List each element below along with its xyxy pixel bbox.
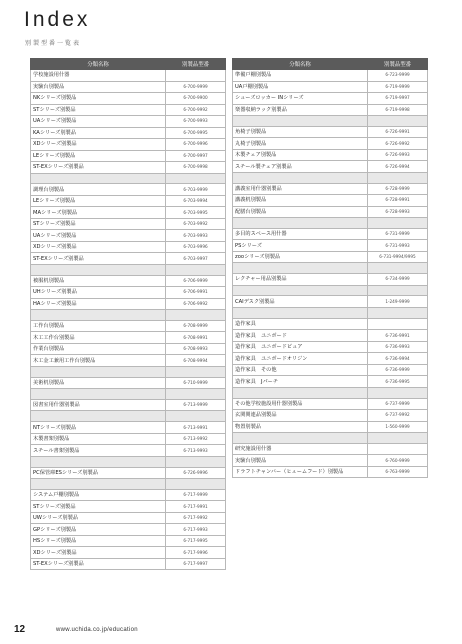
- table-header-row: [31, 59, 226, 70]
- table-row: [31, 332, 226, 344]
- row-code: 6-728-9999: [368, 183, 428, 195]
- row-code: [166, 70, 226, 82]
- row-name: HAシリーズ別製品: [31, 298, 166, 310]
- table-row: [31, 377, 226, 389]
- table-row: [31, 253, 226, 265]
- row-name: [31, 411, 166, 422]
- row-name: [233, 433, 368, 444]
- row-code: 6-723-9999: [368, 70, 428, 82]
- row-code: 6-736-9999: [368, 364, 428, 376]
- row-name: 準備戸棚別製品: [233, 70, 368, 82]
- row-code: 6-713-9999: [166, 399, 226, 411]
- row-code: 6-706-9992: [166, 298, 226, 310]
- row-code: 6-763-9999: [368, 466, 428, 478]
- table-row: [233, 353, 428, 365]
- spacer-row: [233, 263, 428, 274]
- table-row: [31, 241, 226, 253]
- row-code: 1-249-9999: [368, 296, 428, 308]
- table-row: [233, 398, 428, 410]
- row-name: 講義室用什器別製品: [233, 183, 368, 195]
- table-header-row: [233, 59, 428, 70]
- table-row: [31, 162, 226, 174]
- row-code: [368, 116, 428, 127]
- table-row: [31, 320, 226, 332]
- header-code: 別製品型番: [166, 59, 226, 70]
- row-code: 6-717-9992: [166, 512, 226, 524]
- table-row: [31, 139, 226, 151]
- row-code: 6-736-9991: [368, 330, 428, 342]
- row-name: UAシリーズ別製品: [31, 116, 166, 128]
- table-row: [233, 296, 428, 308]
- table-row: [31, 93, 226, 105]
- page-subtitle: 別製型番一覧表: [25, 40, 82, 47]
- row-name: 木工金工兼用工作台別製品: [31, 355, 166, 367]
- spacer-row: [233, 116, 428, 127]
- row-code: 6-703-9999: [166, 184, 226, 196]
- row-code: 6-708-9993: [166, 343, 226, 355]
- table-row: [233, 455, 428, 467]
- row-code: 6-717-9995: [166, 535, 226, 547]
- row-name: その他学校施設用什器別製品: [233, 398, 368, 410]
- spacer-row: [31, 389, 226, 400]
- table-row: [31, 230, 226, 242]
- spacer-row: [31, 173, 226, 184]
- row-code: [166, 389, 226, 400]
- row-code: [166, 366, 226, 377]
- row-code: [368, 285, 428, 296]
- row-code: [166, 173, 226, 184]
- row-name: 研究施設用什器: [233, 443, 368, 455]
- header-name: 分類名称: [31, 59, 166, 70]
- row-name: [31, 173, 166, 184]
- page-number: 12: [14, 624, 26, 635]
- row-code: 6-703-9995: [166, 207, 226, 219]
- row-name: XDシリーズ別製品: [31, 241, 166, 253]
- row-name: [31, 366, 166, 377]
- row-code: 6-731-9994/9995: [368, 251, 428, 263]
- row-name: KAシリーズ別製品: [31, 127, 166, 139]
- table-row: [233, 240, 428, 252]
- row-code: [368, 433, 428, 444]
- table-row: [31, 445, 226, 457]
- row-name: UA戸棚別製品: [233, 81, 368, 93]
- row-code: 6-736-9994: [368, 353, 428, 365]
- table-row: [31, 535, 226, 547]
- table-row: [31, 207, 226, 219]
- table-row: [31, 298, 226, 310]
- row-code: 6-717-9993: [166, 524, 226, 536]
- row-name: 玄関関連品別製品: [233, 410, 368, 422]
- row-name: [31, 456, 166, 467]
- row-code: 6-726-9993: [368, 149, 428, 161]
- row-name: システム戸棚別製品: [31, 489, 166, 501]
- spacer-row: [233, 285, 428, 296]
- row-name: [31, 310, 166, 321]
- row-code: [166, 456, 226, 467]
- row-name: スチール書架別製品: [31, 445, 166, 457]
- row-name: 実験台別製品: [31, 81, 166, 93]
- spacer-row: [233, 218, 428, 229]
- row-name: スチール製チェア別製品: [233, 161, 368, 173]
- row-name: 木製チェア別製品: [233, 149, 368, 161]
- row-name: 学校施設用什器: [31, 70, 166, 82]
- row-code: [368, 218, 428, 229]
- table-row: [233, 228, 428, 240]
- row-code: [368, 307, 428, 318]
- row-name: ST-EXシリーズ別製品: [31, 253, 166, 265]
- table-row: [233, 70, 428, 82]
- row-code: [166, 411, 226, 422]
- row-name: STシリーズ別製品: [31, 501, 166, 513]
- row-name: zooシリーズ別製品: [233, 251, 368, 263]
- row-code: 6-713-9993: [166, 445, 226, 457]
- row-code: 6-713-9992: [166, 433, 226, 445]
- row-code: [166, 310, 226, 321]
- table-row: [31, 275, 226, 287]
- row-name: レクチャー用品別製品: [233, 274, 368, 286]
- row-name: 楽器収納ラック別製品: [233, 104, 368, 116]
- table-row: [233, 341, 428, 353]
- row-name: 講義机別製品: [233, 195, 368, 207]
- row-code: 6-736-9993: [368, 341, 428, 353]
- table-row: [31, 489, 226, 501]
- row-name: [233, 387, 368, 398]
- row-code: 6-726-9996: [166, 467, 226, 479]
- row-name: [233, 218, 368, 229]
- row-name: 角椅子別製品: [233, 126, 368, 138]
- row-name: 工作台別製品: [31, 320, 166, 332]
- row-name: 図書室用什器別製品: [31, 399, 166, 411]
- row-code: 6-703-9996: [166, 241, 226, 253]
- spacer-row: [31, 264, 226, 275]
- row-code: [368, 443, 428, 455]
- spacer-row: [31, 479, 226, 490]
- table-row: [31, 184, 226, 196]
- header-code: 別製品型番: [368, 59, 428, 70]
- row-name: 造作家具 Jパーチ: [233, 376, 368, 388]
- table-row: [31, 558, 226, 570]
- row-name: HSシリーズ別製品: [31, 535, 166, 547]
- table-row: [233, 364, 428, 376]
- right-index-table: [232, 58, 428, 478]
- row-code: 6-728-9993: [368, 206, 428, 218]
- row-name: 木製書架別製品: [31, 433, 166, 445]
- row-name: 木工工作台別製品: [31, 332, 166, 344]
- row-code: 6-717-9997: [166, 558, 226, 570]
- row-name: PC保管庫ESシリーズ別製品: [31, 467, 166, 479]
- table-row: [233, 376, 428, 388]
- table-row: [233, 206, 428, 218]
- row-name: ST-EXシリーズ別製品: [31, 558, 166, 570]
- row-name: 調理台別製品: [31, 184, 166, 196]
- row-name: [233, 116, 368, 127]
- row-name: 実験台別製品: [233, 455, 368, 467]
- left-table-body: [31, 70, 226, 570]
- row-code: 6-710-9999: [166, 377, 226, 389]
- row-code: 6-700-9993: [166, 116, 226, 128]
- table-row: [31, 81, 226, 93]
- row-name: 作業台別製品: [31, 343, 166, 355]
- table-row: [31, 116, 226, 128]
- table-row: [233, 149, 428, 161]
- row-code: 6-731-9993: [368, 240, 428, 252]
- table-row: [233, 195, 428, 207]
- row-code: 6-708-9994: [166, 355, 226, 367]
- row-name: シューズロッカー INシリーズ: [233, 93, 368, 105]
- row-name: 造作家具 ユニボード: [233, 330, 368, 342]
- row-name: UHシリーズ別製品: [31, 287, 166, 299]
- row-code: 6-703-9993: [166, 230, 226, 242]
- row-name: STシリーズ別製品: [31, 218, 166, 230]
- row-code: [368, 172, 428, 183]
- row-code: 6-726-9992: [368, 138, 428, 150]
- table-row: [233, 421, 428, 433]
- table-row: [31, 218, 226, 230]
- row-code: 6-700-9995: [166, 127, 226, 139]
- table-row: [31, 70, 226, 82]
- row-name: XDシリーズ別製品: [31, 139, 166, 151]
- row-code: 6-703-9994: [166, 195, 226, 207]
- row-name: UAシリーズ別製品: [31, 230, 166, 242]
- row-name: GPシリーズ別製品: [31, 524, 166, 536]
- row-code: 6-700-9998: [166, 162, 226, 174]
- table-row: [31, 287, 226, 299]
- table-row: [31, 355, 226, 367]
- spacer-row: [31, 456, 226, 467]
- row-code: 6-708-9999: [166, 320, 226, 332]
- row-name: [31, 479, 166, 490]
- row-code: 6-719-9998: [368, 104, 428, 116]
- row-code: [368, 318, 428, 330]
- row-code: [166, 264, 226, 275]
- spacer-row: [233, 172, 428, 183]
- row-name: PSシリーズ: [233, 240, 368, 252]
- row-code: 6-706-9991: [166, 287, 226, 299]
- spacer-row: [233, 387, 428, 398]
- row-name: 多目的スペース用什器: [233, 228, 368, 240]
- table-row: [31, 399, 226, 411]
- row-name: [233, 285, 368, 296]
- table-row: [31, 150, 226, 162]
- row-code: 6-700-9997: [166, 150, 226, 162]
- row-code: 6-700-9999: [166, 81, 226, 93]
- row-name: ST-EXシリーズ別製品: [31, 162, 166, 174]
- row-code: 1-560-9999: [368, 421, 428, 433]
- row-name: 造作家具 ユニボードピュア: [233, 341, 368, 353]
- row-name: 配膳台別製品: [233, 206, 368, 218]
- table-row: [233, 251, 428, 263]
- row-code: 6-708-9991: [166, 332, 226, 344]
- row-code: 6-728-9991: [368, 195, 428, 207]
- table-row: [233, 330, 428, 342]
- spacer-row: [233, 433, 428, 444]
- row-name: 被服机別製品: [31, 275, 166, 287]
- table-row: [31, 343, 226, 355]
- row-name: ドラフトチャンバー（ヒュームフード）別製品: [233, 466, 368, 478]
- table-row: [233, 81, 428, 93]
- table-row: [233, 183, 428, 195]
- table-row: [233, 126, 428, 138]
- row-name: MAシリーズ別製品: [31, 207, 166, 219]
- row-code: 6-731-9999: [368, 228, 428, 240]
- row-name: 美術机別製品: [31, 377, 166, 389]
- table-row: [31, 501, 226, 513]
- row-code: 6-713-9991: [166, 422, 226, 434]
- row-code: 6-734-9999: [368, 274, 428, 286]
- row-name: STシリーズ別製品: [31, 104, 166, 116]
- row-name: 造作家具: [233, 318, 368, 330]
- row-code: 6-719-9997: [368, 93, 428, 105]
- row-code: [368, 263, 428, 274]
- row-name: LEシリーズ別製品: [31, 195, 166, 207]
- spacer-row: [31, 411, 226, 422]
- table-row: [233, 138, 428, 150]
- spacer-row: [31, 366, 226, 377]
- table-row: [233, 161, 428, 173]
- row-name: 丸椅子別製品: [233, 138, 368, 150]
- row-code: 6-717-9999: [166, 489, 226, 501]
- row-code: 6-737-9992: [368, 410, 428, 422]
- row-code: [166, 479, 226, 490]
- row-code: 6-726-9994: [368, 161, 428, 173]
- row-code: 6-726-9991: [368, 126, 428, 138]
- row-name: [31, 264, 166, 275]
- spacer-row: [31, 310, 226, 321]
- page-title: Index: [24, 8, 91, 31]
- row-code: 6-706-9999: [166, 275, 226, 287]
- table-row: [233, 93, 428, 105]
- row-code: 6-760-9999: [368, 455, 428, 467]
- header-name: 分類名称: [233, 59, 368, 70]
- left-index-table: [30, 58, 226, 570]
- row-name: 造作家具 ユニボードオリジン: [233, 353, 368, 365]
- row-name: XDシリーズ別製品: [31, 547, 166, 559]
- row-code: 6-737-9999: [368, 398, 428, 410]
- row-code: 6-717-9996: [166, 547, 226, 559]
- table-row: [31, 104, 226, 116]
- table-row: [31, 195, 226, 207]
- table-row: [31, 422, 226, 434]
- table-row: [233, 410, 428, 422]
- row-name: LEシリーズ別製品: [31, 150, 166, 162]
- row-code: 6-703-9992: [166, 218, 226, 230]
- row-name: 造作家具 その他: [233, 364, 368, 376]
- row-code: 6-719-9999: [368, 81, 428, 93]
- row-name: [233, 172, 368, 183]
- table-row: [233, 104, 428, 116]
- row-name: NTシリーズ別製品: [31, 422, 166, 434]
- right-table-body: [233, 70, 428, 478]
- table-row: [233, 274, 428, 286]
- spacer-row: [233, 307, 428, 318]
- row-code: 6-717-9991: [166, 501, 226, 513]
- row-name: [31, 389, 166, 400]
- table-row: [233, 318, 428, 330]
- table-row: [31, 467, 226, 479]
- table-row: [31, 547, 226, 559]
- row-code: 6-700-9996: [166, 139, 226, 151]
- row-code: 6-700-9900: [166, 93, 226, 105]
- row-code: [368, 387, 428, 398]
- table-row: [31, 524, 226, 536]
- row-code: 6-700-9992: [166, 104, 226, 116]
- row-code: 6-703-9997: [166, 253, 226, 265]
- row-name: CAIデスク別製品: [233, 296, 368, 308]
- table-row: [31, 127, 226, 139]
- row-code: 6-736-9995: [368, 376, 428, 388]
- table-row: [233, 466, 428, 478]
- table-row: [31, 512, 226, 524]
- row-name: NKシリーズ別製品: [31, 93, 166, 105]
- footer-url[interactable]: www.uchida.co.jp/education: [56, 627, 138, 633]
- row-name: [233, 307, 368, 318]
- row-name: UWシリーズ別製品: [31, 512, 166, 524]
- row-name: 物置別製品: [233, 421, 368, 433]
- row-name: [233, 263, 368, 274]
- table-row: [233, 443, 428, 455]
- table-row: [31, 433, 226, 445]
